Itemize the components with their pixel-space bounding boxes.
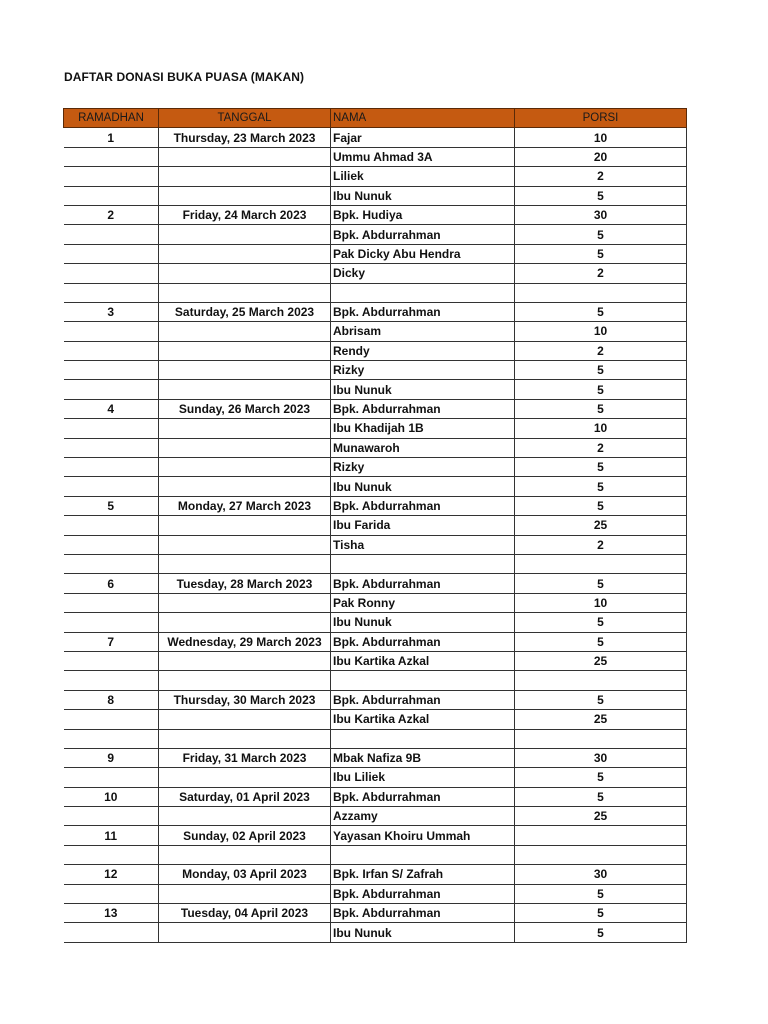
cell-nama: Bpk. Abdurrahman xyxy=(331,225,515,244)
table-row xyxy=(64,458,687,477)
cell-tanggal xyxy=(159,884,331,903)
cell-nama: Ibu Kartika Azkal xyxy=(331,651,515,670)
cell-nama: Ibu Nunuk xyxy=(331,613,515,632)
cell-tanggal xyxy=(159,729,331,748)
cell-nama xyxy=(331,729,515,748)
cell-porsi: 25 xyxy=(515,710,687,729)
cell-nama: Bpk. Abdurrahman xyxy=(331,496,515,515)
table-row xyxy=(64,302,687,321)
cell-tanggal xyxy=(159,341,331,360)
table-row xyxy=(64,322,687,341)
cell-nama: Ibu Liliek xyxy=(331,768,515,787)
cell-tanggal xyxy=(159,283,331,302)
cell-nama xyxy=(331,554,515,573)
table-row xyxy=(64,651,687,670)
cell-porsi: 5 xyxy=(515,690,687,709)
cell-porsi: 5 xyxy=(515,923,687,942)
cell-nama: Pak Dicky Abu Hendra xyxy=(331,244,515,263)
cell-tanggal xyxy=(159,361,331,380)
cell-nama: Rendy xyxy=(331,341,515,360)
table-row xyxy=(64,341,687,360)
cell-ramadhan xyxy=(64,186,159,205)
cell-porsi: 30 xyxy=(515,748,687,767)
table-row xyxy=(64,438,687,457)
table-row xyxy=(64,380,687,399)
cell-ramadhan xyxy=(64,264,159,283)
cell-tanggal: Sunday, 02 April 2023 xyxy=(159,826,331,845)
cell-porsi: 10 xyxy=(515,419,687,438)
cell-ramadhan xyxy=(64,477,159,496)
cell-tanggal xyxy=(159,225,331,244)
cell-nama: Rizky xyxy=(331,458,515,477)
cell-nama: Fajar xyxy=(331,128,515,147)
table-row xyxy=(64,147,687,166)
cell-ramadhan: 11 xyxy=(64,826,159,845)
cell-tanggal xyxy=(159,923,331,942)
cell-ramadhan: 5 xyxy=(64,496,159,515)
cell-porsi: 5 xyxy=(515,244,687,263)
cell-nama: Ibu Farida xyxy=(331,516,515,535)
cell-ramadhan xyxy=(64,244,159,263)
cell-ramadhan: 1 xyxy=(64,128,159,147)
cell-ramadhan xyxy=(64,516,159,535)
cell-tanggal xyxy=(159,710,331,729)
table-row xyxy=(64,244,687,263)
donation-table xyxy=(63,108,687,943)
cell-ramadhan xyxy=(64,710,159,729)
table-row xyxy=(64,690,687,709)
cell-ramadhan xyxy=(64,225,159,244)
cell-ramadhan: 9 xyxy=(64,748,159,767)
cell-nama: Ibu Nunuk xyxy=(331,923,515,942)
cell-porsi xyxy=(515,826,687,845)
table-row xyxy=(64,729,687,748)
cell-ramadhan xyxy=(64,341,159,360)
header-row xyxy=(64,109,687,128)
cell-nama: Bpk. Abdurrahman xyxy=(331,574,515,593)
cell-nama: Yayasan Khoiru Ummah xyxy=(331,826,515,845)
cell-ramadhan: 3 xyxy=(64,302,159,321)
cell-nama: Bpk. Irfan S/ Zafrah xyxy=(331,865,515,884)
cell-ramadhan xyxy=(64,845,159,864)
cell-ramadhan xyxy=(64,147,159,166)
table-row xyxy=(64,128,687,147)
cell-ramadhan xyxy=(64,651,159,670)
cell-tanggal xyxy=(159,651,331,670)
cell-ramadhan xyxy=(64,535,159,554)
cell-tanggal xyxy=(159,535,331,554)
table-row xyxy=(64,399,687,418)
cell-porsi: 5 xyxy=(515,768,687,787)
table-header xyxy=(64,109,687,128)
cell-nama: Pak Ronny xyxy=(331,593,515,612)
cell-porsi: 2 xyxy=(515,167,687,186)
cell-ramadhan xyxy=(64,593,159,612)
cell-tanggal xyxy=(159,516,331,535)
table-row xyxy=(64,535,687,554)
cell-ramadhan xyxy=(64,807,159,826)
cell-tanggal xyxy=(159,147,331,166)
cell-nama: Munawaroh xyxy=(331,438,515,457)
table-row xyxy=(64,516,687,535)
cell-tanggal xyxy=(159,244,331,263)
cell-ramadhan: 12 xyxy=(64,865,159,884)
cell-porsi: 5 xyxy=(515,613,687,632)
cell-porsi: 5 xyxy=(515,225,687,244)
cell-tanggal xyxy=(159,264,331,283)
cell-porsi: 30 xyxy=(515,205,687,224)
cell-tanggal: Wednesday, 29 March 2023 xyxy=(159,632,331,651)
cell-tanggal xyxy=(159,380,331,399)
cell-porsi xyxy=(515,283,687,302)
cell-porsi: 25 xyxy=(515,516,687,535)
table-row xyxy=(64,264,687,283)
table-row xyxy=(64,419,687,438)
table-row xyxy=(64,167,687,186)
table-row xyxy=(64,186,687,205)
cell-ramadhan: 13 xyxy=(64,904,159,923)
cell-ramadhan xyxy=(64,768,159,787)
cell-tanggal xyxy=(159,671,331,690)
cell-porsi: 5 xyxy=(515,477,687,496)
table-row xyxy=(64,768,687,787)
cell-porsi: 10 xyxy=(515,128,687,147)
cell-tanggal: Tuesday, 04 April 2023 xyxy=(159,904,331,923)
cell-nama: Liliek xyxy=(331,167,515,186)
cell-tanggal: Monday, 27 March 2023 xyxy=(159,496,331,515)
table-row xyxy=(64,477,687,496)
table-row xyxy=(64,923,687,942)
cell-nama: Azzamy xyxy=(331,807,515,826)
cell-nama: Abrisam xyxy=(331,322,515,341)
cell-tanggal: Thursday, 30 March 2023 xyxy=(159,690,331,709)
table-body xyxy=(64,128,687,942)
table-row xyxy=(64,361,687,380)
cell-porsi: 5 xyxy=(515,399,687,418)
cell-tanggal: Friday, 31 March 2023 xyxy=(159,748,331,767)
cell-porsi: 2 xyxy=(515,264,687,283)
table-row xyxy=(64,787,687,806)
cell-ramadhan xyxy=(64,729,159,748)
table-row xyxy=(64,496,687,515)
cell-porsi: 5 xyxy=(515,186,687,205)
cell-nama: Tisha xyxy=(331,535,515,554)
cell-tanggal xyxy=(159,477,331,496)
table-row xyxy=(64,593,687,612)
table-row xyxy=(64,613,687,632)
cell-nama: Ibu Nunuk xyxy=(331,186,515,205)
cell-nama: Bpk. Abdurrahman xyxy=(331,884,515,903)
header-porsi: PORSI xyxy=(515,109,687,128)
cell-porsi: 5 xyxy=(515,302,687,321)
cell-tanggal: Sunday, 26 March 2023 xyxy=(159,399,331,418)
cell-ramadhan xyxy=(64,283,159,302)
cell-porsi: 25 xyxy=(515,651,687,670)
cell-porsi: 2 xyxy=(515,341,687,360)
cell-nama xyxy=(331,671,515,690)
header-ramadhan: RAMADHAN xyxy=(64,109,159,128)
cell-tanggal xyxy=(159,438,331,457)
cell-ramadhan xyxy=(64,167,159,186)
table-row xyxy=(64,807,687,826)
cell-porsi: 5 xyxy=(515,361,687,380)
table-row xyxy=(64,225,687,244)
cell-nama: Ibu Khadijah 1B xyxy=(331,419,515,438)
cell-ramadhan xyxy=(64,884,159,903)
table-row xyxy=(64,826,687,845)
table-row xyxy=(64,671,687,690)
cell-ramadhan: 6 xyxy=(64,574,159,593)
cell-porsi: 5 xyxy=(515,632,687,651)
cell-ramadhan: 7 xyxy=(64,632,159,651)
cell-ramadhan xyxy=(64,361,159,380)
table-row xyxy=(64,205,687,224)
cell-tanggal xyxy=(159,768,331,787)
cell-tanggal xyxy=(159,554,331,573)
cell-porsi: 30 xyxy=(515,865,687,884)
cell-ramadhan: 8 xyxy=(64,690,159,709)
cell-tanggal xyxy=(159,613,331,632)
page-title: DAFTAR DONASI BUKA PUASA (MAKAN) xyxy=(64,70,305,84)
cell-tanggal: Tuesday, 28 March 2023 xyxy=(159,574,331,593)
cell-tanggal xyxy=(159,186,331,205)
cell-porsi xyxy=(515,845,687,864)
header-tanggal: TANGGAL xyxy=(159,109,331,128)
cell-tanggal: Saturday, 25 March 2023 xyxy=(159,302,331,321)
cell-ramadhan xyxy=(64,613,159,632)
cell-tanggal: Saturday, 01 April 2023 xyxy=(159,787,331,806)
table-row xyxy=(64,283,687,302)
cell-ramadhan: 10 xyxy=(64,787,159,806)
cell-tanggal xyxy=(159,458,331,477)
cell-tanggal: Monday, 03 April 2023 xyxy=(159,865,331,884)
cell-porsi: 20 xyxy=(515,147,687,166)
cell-porsi: 25 xyxy=(515,807,687,826)
cell-nama xyxy=(331,283,515,302)
table-row xyxy=(64,710,687,729)
cell-ramadhan xyxy=(64,671,159,690)
table-row xyxy=(64,884,687,903)
cell-tanggal xyxy=(159,167,331,186)
header-nama: NAMA xyxy=(331,109,515,128)
cell-porsi: 5 xyxy=(515,496,687,515)
cell-ramadhan: 2 xyxy=(64,205,159,224)
cell-nama: Bpk. Abdurrahman xyxy=(331,904,515,923)
table-row xyxy=(64,904,687,923)
cell-tanggal xyxy=(159,322,331,341)
cell-nama: Bpk. Abdurrahman xyxy=(331,399,515,418)
cell-tanggal xyxy=(159,807,331,826)
cell-tanggal xyxy=(159,593,331,612)
cell-porsi xyxy=(515,554,687,573)
cell-nama: Bpk. Abdurrahman xyxy=(331,302,515,321)
cell-nama: Mbak Nafiza 9B xyxy=(331,748,515,767)
table-row xyxy=(64,632,687,651)
cell-ramadhan xyxy=(64,380,159,399)
cell-porsi: 10 xyxy=(515,593,687,612)
cell-nama: Rizky xyxy=(331,361,515,380)
cell-nama: Bpk. Abdurrahman xyxy=(331,787,515,806)
cell-ramadhan: 4 xyxy=(64,399,159,418)
cell-nama: Ibu Kartika Azkal xyxy=(331,710,515,729)
cell-porsi: 5 xyxy=(515,904,687,923)
cell-nama xyxy=(331,845,515,864)
cell-nama: Bpk. Abdurrahman xyxy=(331,690,515,709)
cell-ramadhan xyxy=(64,923,159,942)
cell-ramadhan xyxy=(64,458,159,477)
cell-ramadhan xyxy=(64,438,159,457)
table-row xyxy=(64,845,687,864)
cell-porsi: 5 xyxy=(515,380,687,399)
cell-nama: Dicky xyxy=(331,264,515,283)
cell-tanggal: Friday, 24 March 2023 xyxy=(159,205,331,224)
table-row xyxy=(64,748,687,767)
cell-porsi: 5 xyxy=(515,574,687,593)
cell-porsi xyxy=(515,671,687,690)
cell-nama: Bpk. Abdurrahman xyxy=(331,632,515,651)
cell-porsi: 2 xyxy=(515,535,687,554)
cell-nama: Ummu Ahmad 3A xyxy=(331,147,515,166)
cell-porsi: 5 xyxy=(515,884,687,903)
table-row xyxy=(64,865,687,884)
cell-porsi xyxy=(515,729,687,748)
cell-nama: Ibu Nunuk xyxy=(331,477,515,496)
cell-porsi: 2 xyxy=(515,438,687,457)
cell-tanggal xyxy=(159,845,331,864)
cell-porsi: 5 xyxy=(515,787,687,806)
table-row xyxy=(64,574,687,593)
table-row xyxy=(64,554,687,573)
cell-ramadhan xyxy=(64,419,159,438)
cell-tanggal xyxy=(159,419,331,438)
cell-porsi: 10 xyxy=(515,322,687,341)
cell-ramadhan xyxy=(64,554,159,573)
cell-nama: Ibu Nunuk xyxy=(331,380,515,399)
cell-tanggal: Thursday, 23 March 2023 xyxy=(159,128,331,147)
cell-porsi: 5 xyxy=(515,458,687,477)
cell-ramadhan xyxy=(64,322,159,341)
cell-nama: Bpk. Hudiya xyxy=(331,205,515,224)
